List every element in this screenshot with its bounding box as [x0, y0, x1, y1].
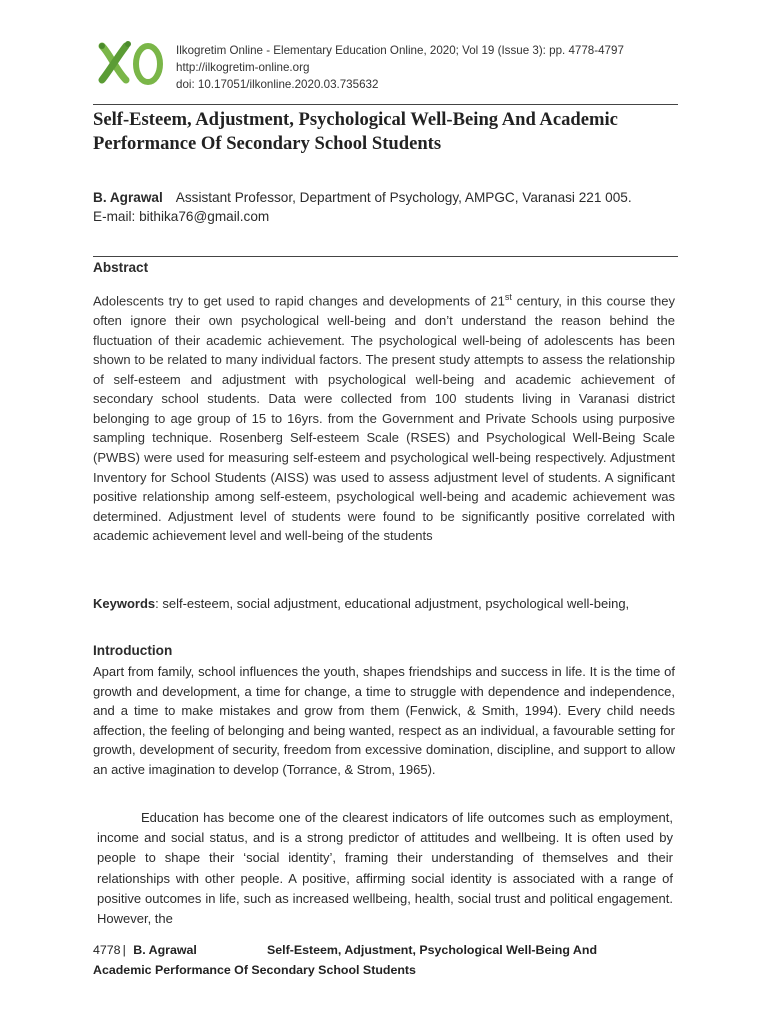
abstract-divider	[93, 256, 678, 257]
journal-logo-icon	[96, 40, 166, 86]
abstract-part1: Adolescents try to get used to rapid changes and developments of 21	[93, 293, 505, 309]
journal-header	[96, 38, 678, 96]
header-divider	[93, 104, 678, 105]
paper-title-line1: Self-Esteem, Adjustment, Psychological Well-Being And Academic	[93, 109, 618, 130]
footer-title-line1: Self-Esteem, Adjustment, Psychological Well-Being And	[267, 943, 598, 957]
journal-citation: Ilkogretim Online - Elementary Education Online, 2020; Vol 19 (Issue 3): pp. 4778-4797	[176, 44, 624, 57]
abstract-text	[93, 288, 675, 546]
author-email: E-mail: bithika76@gmail.com	[93, 209, 270, 224]
journal-info	[176, 42, 624, 93]
author-block	[93, 188, 678, 226]
author-name: B. Agrawal	[93, 190, 163, 205]
introduction-paragraph-1: Apart from family, school influences the youth, shapes friendships and success in life. It is the time of growth and development, a time for change, a time to struggle with dependence and independence, and a time to make mistakes and grow from them (Fenwick, & Smith, 1994). Every child needs affection, the feeling of belonging and being wanted, respect as an individual, a favourable setting for growth, development of security, freedom from excessive domination, discipline, and support to allow an active imagination to develop (Torrance, & Strom, 1965).	[93, 664, 675, 777]
paper-title-line2: Performance Of Secondary School Students	[93, 133, 442, 154]
abstract-part2: century, in this course they often ignore their own psychological well-being and don’t understand the reason behind the fluctuation of their academic achievement. The psychological well-being of adolescents has been shown to be related to many individual factors. The present study attempts to assess the relationship of self-esteem and adjustment with psychological well-being and academic achievement of secondary school students. Data were collected from 100 students living in Varanasi district belonging to age group of 15 to 16yrs. from the Government and Private Schools using purposive sampling technique. Rosenberg Self-esteem Scale (RSES) and Psychological Well-Being Scale (PWBS) were used for measuring self-esteem and psychological well-being respectively. Adjustment Inventory for School Students (AISS) was used to assess adjustment level of students. A significant positive relationship among self-esteem, psychological well-being and academic achievement was determined. Adjustment level of students were found to be significantly positive correlated with academic achievement level and well-being of the students	[93, 293, 675, 544]
keywords	[93, 594, 675, 614]
introduction-paragraph-2: Education has become one of the clearest indicators of life outcomes such as employment, income and social status, and is a strong predictor of attitudes and wellbeing. It is often used by people to shape their ‘social identity’, framing their understanding of themselves and their relationships with other people. A positive, affirming social identity is associated with a range of positive outcomes in life, such as increased wellbeing, health, social trust and political engagement. However, the	[97, 810, 673, 927]
journal-url[interactable]: http://ilkogretim-online.org	[176, 61, 310, 74]
keywords-text: : self-esteem, social adjustment, educational adjustment, psychological well-being,	[155, 596, 630, 611]
keywords-label: Keywords	[93, 596, 156, 611]
footer-separator: |	[122, 943, 126, 957]
abstract-superscript: st	[504, 292, 512, 302]
introduction-heading: Introduction	[93, 643, 173, 658]
paper-title	[93, 108, 678, 156]
page-footer	[93, 940, 678, 980]
footer-title-line2: Academic Performance Of Secondary School Students	[93, 963, 416, 977]
journal-doi: doi: 10.17051/ilkonline.2020.03.735632	[176, 78, 379, 91]
author-affiliation: Assistant Professor, Department of Psychology, AMPGC, Varanasi 221 005.	[175, 190, 632, 205]
abstract-heading: Abstract	[93, 260, 149, 275]
page-number: 4778	[93, 943, 121, 957]
footer-author: B. Agrawal	[133, 943, 197, 957]
